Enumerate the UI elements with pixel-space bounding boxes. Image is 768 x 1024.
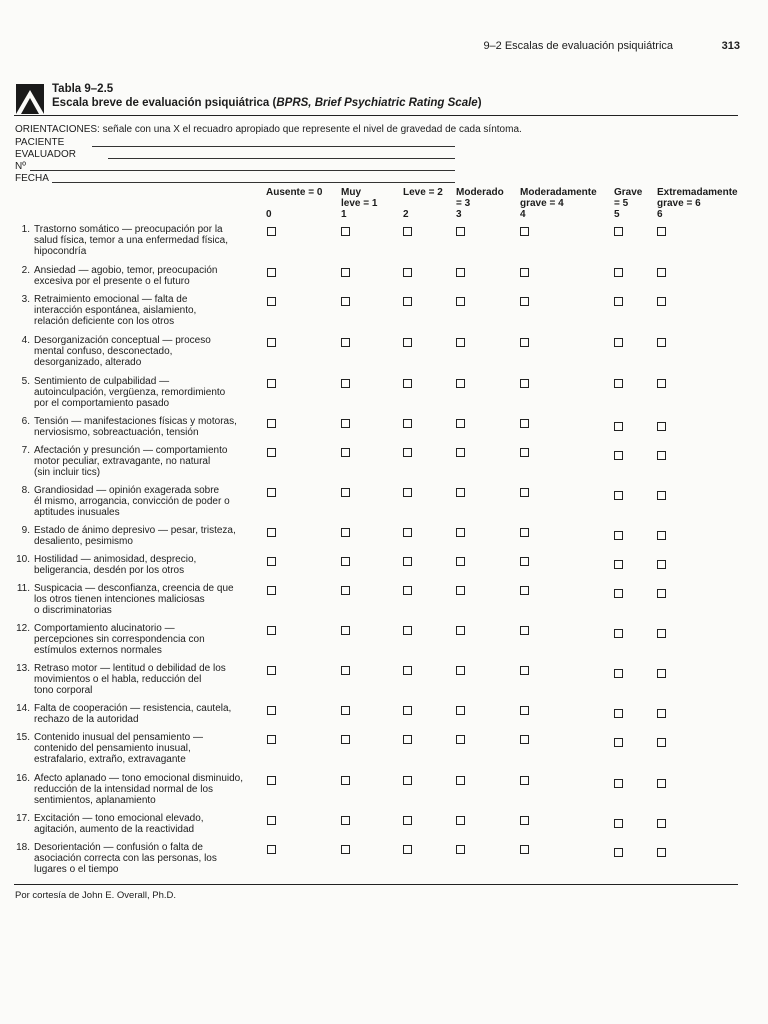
symptom-text-line: percepciones sin correspondencia con (34, 634, 205, 645)
rating-checkbox[interactable] (520, 227, 529, 236)
symptom-text-line: Afecto aplanado — tono emocional disminuido, (34, 773, 244, 784)
symptom-text-line: reducción de la intensidad normal de los (34, 784, 213, 795)
rating-checkbox[interactable] (403, 488, 412, 497)
rating-checkbox[interactable] (341, 816, 350, 825)
column-header-line (266, 198, 322, 209)
rating-checkbox[interactable] (614, 338, 623, 347)
symptom-text-line: Contenido inusual del pensamiento — (34, 732, 203, 743)
rating-checkbox[interactable] (267, 666, 276, 675)
table-label: Tabla 9–2.5 (52, 83, 114, 95)
rating-checkbox[interactable] (403, 528, 412, 537)
symptom-description (34, 265, 264, 287)
symptom-text-line: Trastorno somático — preocupación por la (34, 224, 223, 235)
symptom-text-line: Sentimiento de culpabilidad — (34, 376, 170, 387)
symptom-description (34, 294, 264, 327)
symptom-description (34, 416, 264, 438)
rating-checkbox[interactable] (520, 626, 529, 635)
rating-checkbox[interactable] (403, 227, 412, 236)
rating-checkbox[interactable] (341, 626, 350, 635)
rating-checkbox[interactable] (341, 297, 350, 306)
symptom-text-line: sentimientos, aplanamiento (34, 795, 156, 806)
symptom-text-line: beligerancia, desdén por los otros (34, 565, 185, 576)
rating-checkbox[interactable] (267, 297, 276, 306)
symptom-number: 8. (21, 485, 30, 496)
rating-checkbox[interactable] (267, 227, 276, 236)
form-field-label: PACIENTE (15, 137, 65, 148)
symptom-text-line: Retraimiento emocional — falta de (34, 294, 188, 305)
symptom-text-line: interacción espontánea, aislamiento, (34, 305, 197, 316)
symptom-number: 9. (21, 525, 30, 536)
column-header-line: 1 (341, 209, 347, 220)
rating-checkbox[interactable] (520, 557, 529, 566)
rating-checkbox[interactable] (267, 816, 276, 825)
symptom-description (34, 842, 264, 875)
form-field-line[interactable] (108, 158, 455, 159)
rating-checkbox[interactable] (657, 669, 666, 678)
rating-checkbox[interactable] (403, 268, 412, 277)
rating-checkbox[interactable] (657, 738, 666, 747)
column-header-line: 0 (266, 209, 272, 220)
symptom-description (34, 623, 264, 656)
rating-checkbox[interactable] (614, 848, 623, 857)
rating-checkbox[interactable] (657, 268, 666, 277)
severity-column-header (657, 187, 738, 220)
rating-checkbox[interactable] (614, 819, 623, 828)
form-field-line[interactable] (30, 170, 455, 171)
rating-checkbox[interactable] (341, 735, 350, 744)
symptom-item (12, 416, 260, 438)
symptom-text-line: hipocondría (34, 246, 87, 257)
rating-checkbox[interactable] (456, 706, 465, 715)
rating-checkbox[interactable] (403, 816, 412, 825)
symptom-text-line: Comportamiento alucinatorio — (34, 623, 175, 634)
symptom-text-line: Estado de ánimo depresivo — pesar, tristeza, (34, 525, 236, 536)
rating-checkbox[interactable] (614, 297, 623, 306)
symptom-description (34, 703, 264, 725)
rating-checkbox[interactable] (614, 738, 623, 747)
rating-checkbox[interactable] (614, 669, 623, 678)
rating-checkbox[interactable] (657, 491, 666, 500)
rating-checkbox[interactable] (456, 268, 465, 277)
symptom-description (34, 525, 264, 547)
symptom-number: 10. (16, 554, 30, 565)
symptom-item (12, 335, 260, 368)
rating-checkbox[interactable] (267, 528, 276, 537)
severity-column-header (456, 187, 504, 220)
rating-checkbox[interactable] (341, 706, 350, 715)
symptom-number: 2. (21, 265, 30, 276)
symptom-text-line: contenido del pensamiento inusual, (34, 743, 191, 754)
rating-checkbox[interactable] (520, 419, 529, 428)
rating-checkbox[interactable] (456, 586, 465, 595)
rating-checkbox[interactable] (456, 528, 465, 537)
rating-checkbox[interactable] (267, 268, 276, 277)
column-header-line: = 3 (456, 198, 471, 209)
symptom-number: 13. (16, 663, 30, 674)
symptom-text-line: (sin incluir tics) (34, 467, 101, 478)
symptom-text-line: lugares o el tiempo (34, 864, 119, 875)
rating-checkbox[interactable] (614, 491, 623, 500)
symptom-text-line: desaliento, pesimismo (34, 536, 133, 547)
rating-checkbox[interactable] (520, 448, 529, 457)
rating-checkbox[interactable] (456, 448, 465, 457)
rating-checkbox[interactable] (456, 227, 465, 236)
symptom-text-line: salud física, temor a una enfermedad física, (34, 235, 228, 246)
rating-checkbox[interactable] (657, 227, 666, 236)
rating-checkbox[interactable] (614, 227, 623, 236)
rating-checkbox[interactable] (614, 779, 623, 788)
rating-checkbox[interactable] (614, 560, 623, 569)
rating-checkbox[interactable] (657, 709, 666, 718)
rating-checkbox[interactable] (341, 845, 350, 854)
rating-checkbox[interactable] (614, 629, 623, 638)
rating-checkbox[interactable] (403, 586, 412, 595)
symptom-item (12, 224, 260, 257)
rating-checkbox[interactable] (267, 586, 276, 595)
rating-checkbox[interactable] (403, 297, 412, 306)
form-field-n[interactable] (15, 161, 475, 173)
symptom-item (12, 663, 260, 696)
symptom-text-line: aptitudes inusuales (34, 507, 120, 518)
rating-checkbox[interactable] (341, 448, 350, 457)
symptom-text-line: los otros tienen intenciones maliciosas (34, 594, 205, 605)
column-header-line: Moderado (456, 187, 504, 198)
column-header-line: Grave (614, 187, 643, 198)
severity-column-header (341, 187, 377, 220)
symptom-number: 1. (21, 224, 30, 235)
symptom-description (34, 224, 264, 257)
rating-checkbox[interactable] (520, 528, 529, 537)
rating-checkbox[interactable] (657, 451, 666, 460)
symptom-text-line: Suspicacia — desconfianza, creencia de que (34, 583, 234, 594)
symptom-text-line: Ansiedad — agobio, temor, preocupación (34, 265, 218, 276)
rating-checkbox[interactable] (403, 776, 412, 785)
symptom-text-line: Grandiosidad — opinión exagerada sobre (34, 485, 220, 496)
table-marker-icon (16, 84, 44, 114)
rating-checkbox[interactable] (520, 379, 529, 388)
form-field-label: FECHA (15, 173, 49, 184)
rating-checkbox[interactable] (456, 626, 465, 635)
symptom-text-line: mental confuso, desconectado, (34, 346, 173, 357)
page-header (0, 40, 768, 54)
symptom-item (12, 376, 260, 409)
symptom-item (12, 485, 260, 518)
symptom-text-line: relación deficiente con los otros (34, 316, 175, 327)
column-header-line: 2 (403, 209, 409, 220)
rating-checkbox[interactable] (267, 706, 276, 715)
instructions: ORIENTACIONES: señale con una X el recuadro apropiado que represente el nivel de gravedad de cada síntoma. (15, 124, 522, 135)
symptom-text-line: estímulos externos normales (34, 645, 162, 656)
footer-credit: Por cortesía de John E. Overall, Ph.D. (15, 890, 177, 901)
rating-checkbox[interactable] (341, 488, 350, 497)
rating-checkbox[interactable] (657, 819, 666, 828)
symptom-number: 11. (16, 583, 30, 594)
symptom-text-line: Falta de cooperación — resistencia, cautela, (34, 703, 232, 714)
rating-checkbox[interactable] (403, 338, 412, 347)
symptom-item (12, 554, 260, 576)
symptom-description (34, 485, 264, 518)
table-title-block (52, 82, 482, 110)
rating-checkbox[interactable] (520, 586, 529, 595)
symptom-text-line: Hostilidad — animosidad, desprecio, (34, 554, 197, 565)
rating-checkbox[interactable] (456, 338, 465, 347)
symptom-item (12, 445, 260, 478)
symptom-item (12, 703, 260, 725)
column-header-line: Moderadamente (520, 187, 597, 198)
symptom-description (34, 663, 264, 696)
symptom-text-line: agitación, aumento de la reactividad (34, 824, 195, 835)
symptom-number: 14. (16, 703, 30, 714)
rating-checkbox[interactable] (267, 379, 276, 388)
symptom-text-line: nerviosismo, sobreactuación, tensión (34, 427, 199, 438)
column-header-line (403, 198, 443, 209)
severity-column-header (266, 187, 322, 220)
symptom-description (34, 813, 264, 835)
rating-checkbox[interactable] (657, 297, 666, 306)
rating-checkbox[interactable] (403, 666, 412, 675)
rating-checkbox[interactable] (520, 845, 529, 854)
rating-checkbox[interactable] (267, 338, 276, 347)
form-field-line[interactable] (52, 182, 455, 183)
rating-checkbox[interactable] (614, 531, 623, 540)
rating-checkbox[interactable] (341, 666, 350, 675)
rating-checkbox[interactable] (341, 227, 350, 236)
symptom-number: 12. (16, 623, 30, 634)
rating-checkbox[interactable] (456, 297, 465, 306)
rating-checkbox[interactable] (403, 845, 412, 854)
symptom-text-line: estrafalario, extraño, extravagante (34, 754, 186, 765)
rating-checkbox[interactable] (614, 451, 623, 460)
column-header-line: 3 (456, 209, 462, 220)
rating-checkbox[interactable] (657, 629, 666, 638)
column-header-line: leve = 1 (341, 198, 378, 209)
symptom-description (34, 773, 264, 806)
form-field-label: EVALUADOR (15, 149, 76, 160)
rating-checkbox[interactable] (520, 706, 529, 715)
rating-checkbox[interactable] (614, 589, 623, 598)
symptom-item (12, 294, 260, 327)
symptom-item (12, 623, 260, 656)
rating-checkbox[interactable] (456, 845, 465, 854)
rating-checkbox[interactable] (520, 776, 529, 785)
table-title: Escala breve de evaluación psiquiátrica (BPRS, Brief Psychiatric Rating Scale) (52, 97, 482, 109)
rating-checkbox[interactable] (614, 709, 623, 718)
symptom-description (34, 732, 264, 765)
symptom-item (12, 583, 260, 616)
page-number: 313 (721, 40, 740, 52)
rating-checkbox[interactable] (614, 268, 623, 277)
rating-checkbox[interactable] (520, 816, 529, 825)
rating-checkbox[interactable] (614, 422, 623, 431)
symptom-text-line: Excitación — tono emocional elevado, (34, 813, 204, 824)
symptom-number: 17. (16, 813, 30, 824)
symptom-item (12, 265, 260, 287)
rating-checkbox[interactable] (403, 735, 412, 744)
rating-checkbox[interactable] (341, 557, 350, 566)
symptom-text-line: Afectación y presunción — comportamiento (34, 445, 228, 456)
symptom-number: 6. (21, 416, 30, 427)
rating-checkbox[interactable] (456, 488, 465, 497)
symptom-item (12, 813, 260, 835)
rating-checkbox[interactable] (520, 268, 529, 277)
rating-checkbox[interactable] (403, 379, 412, 388)
rating-checkbox[interactable] (341, 528, 350, 537)
rating-checkbox[interactable] (341, 776, 350, 785)
rating-checkbox[interactable] (520, 666, 529, 675)
column-header-line: Muy (341, 187, 361, 198)
rating-checkbox[interactable] (456, 735, 465, 744)
symptom-item (12, 525, 260, 547)
rating-checkbox[interactable] (341, 586, 350, 595)
symptom-item (12, 732, 260, 765)
symptom-text-line: o discriminatorias (34, 605, 112, 616)
column-header-line: 6 (657, 209, 663, 220)
rating-checkbox[interactable] (657, 338, 666, 347)
symptom-number: 18. (16, 842, 30, 853)
rating-checkbox[interactable] (341, 338, 350, 347)
symptom-description (34, 376, 264, 409)
rating-checkbox[interactable] (657, 589, 666, 598)
rating-checkbox[interactable] (267, 557, 276, 566)
rating-checkbox[interactable] (267, 488, 276, 497)
symptom-number: 5. (21, 376, 30, 387)
rating-checkbox[interactable] (520, 488, 529, 497)
rating-checkbox[interactable] (614, 379, 623, 388)
form-field-line[interactable] (92, 146, 455, 147)
rating-checkbox[interactable] (267, 735, 276, 744)
top-rule (14, 115, 738, 116)
rating-checkbox[interactable] (267, 776, 276, 785)
rating-checkbox[interactable] (267, 419, 276, 428)
rating-checkbox[interactable] (403, 706, 412, 715)
column-header-line: Leve = 2 (403, 187, 443, 198)
rating-checkbox[interactable] (267, 626, 276, 635)
column-header-line: 5 (614, 209, 620, 220)
rating-checkbox[interactable] (520, 735, 529, 744)
column-header-line: grave = 4 (520, 198, 564, 209)
rating-checkbox[interactable] (267, 845, 276, 854)
symptom-number: 7. (21, 445, 30, 456)
rating-checkbox[interactable] (456, 419, 465, 428)
symptom-text-line: Desorientación — confusión o falta de (34, 842, 203, 853)
rating-checkbox[interactable] (341, 419, 350, 428)
symptom-item (12, 773, 260, 806)
rating-checkbox[interactable] (456, 776, 465, 785)
column-header-line: = 5 (614, 198, 629, 209)
symptom-text-line: asociación correcta con las personas, los (34, 853, 217, 864)
rating-checkbox[interactable] (520, 338, 529, 347)
rating-checkbox[interactable] (520, 297, 529, 306)
rating-checkbox[interactable] (657, 422, 666, 431)
form-field-fecha[interactable] (15, 173, 475, 185)
rating-checkbox[interactable] (657, 779, 666, 788)
symptom-text-line: Desorganización conceptual — proceso (34, 335, 211, 346)
symptom-description (34, 554, 264, 576)
rating-checkbox[interactable] (403, 557, 412, 566)
column-header-line: Ausente = 0 (266, 187, 323, 198)
symptom-text-line: rechazo de la autoridad (34, 714, 139, 725)
symptom-number: 3. (21, 294, 30, 305)
column-header-line: Extremadamente (657, 187, 738, 198)
rating-checkbox[interactable] (403, 419, 412, 428)
bottom-rule (14, 884, 738, 885)
rating-checkbox[interactable] (657, 531, 666, 540)
rating-checkbox[interactable] (341, 268, 350, 277)
rating-checkbox[interactable] (341, 379, 350, 388)
form-field-evaluador[interactable] (15, 149, 475, 161)
symptom-text-line: por el comportamiento pasado (34, 398, 170, 409)
form-field-paciente[interactable] (15, 137, 475, 149)
severity-column-header (403, 187, 443, 220)
symptom-description (34, 583, 264, 616)
symptom-text-line: él mismo, arrogancia, convicción de poder o (34, 496, 230, 507)
symptom-description (34, 445, 264, 478)
severity-column-header (614, 187, 642, 220)
column-header-line: 4 (520, 209, 526, 220)
symptom-text-line: movimientos o el habla, reducción del (34, 674, 202, 685)
rating-checkbox[interactable] (456, 557, 465, 566)
symptom-number: 16. (16, 773, 30, 784)
section-title: 9–2 Escalas de evaluación psiquiátrica (483, 40, 673, 52)
rating-checkbox[interactable] (403, 626, 412, 635)
symptom-item (12, 842, 260, 875)
symptom-text-line: desorganizado, alterado (34, 357, 142, 368)
symptom-description (34, 335, 264, 368)
rating-checkbox[interactable] (456, 816, 465, 825)
symptom-text-line: Retraso motor — lentitud o debilidad de los (34, 663, 226, 674)
symptom-text-line: tono corporal (34, 685, 93, 696)
symptom-text-line: autoinculpación, vergüenza, remordimiento (34, 387, 226, 398)
rating-checkbox[interactable] (657, 848, 666, 857)
rating-checkbox[interactable] (456, 666, 465, 675)
symptom-number: 15. (16, 732, 30, 743)
symptom-text-line: Tensión — manifestaciones físicas y motoras, (34, 416, 237, 427)
rating-checkbox[interactable] (403, 448, 412, 457)
severity-column-header (520, 187, 597, 220)
symptom-number: 4. (21, 335, 30, 346)
rating-checkbox[interactable] (657, 560, 666, 569)
column-header-line: grave = 6 (657, 198, 701, 209)
rating-checkbox[interactable] (267, 448, 276, 457)
symptom-text-line: motor peculiar, extravagante, no natural (34, 456, 211, 467)
rating-checkbox[interactable] (456, 379, 465, 388)
form-field-label: Nº (15, 161, 26, 172)
rating-checkbox[interactable] (657, 379, 666, 388)
symptom-text-line: excesiva por el presente o el futuro (34, 276, 190, 287)
